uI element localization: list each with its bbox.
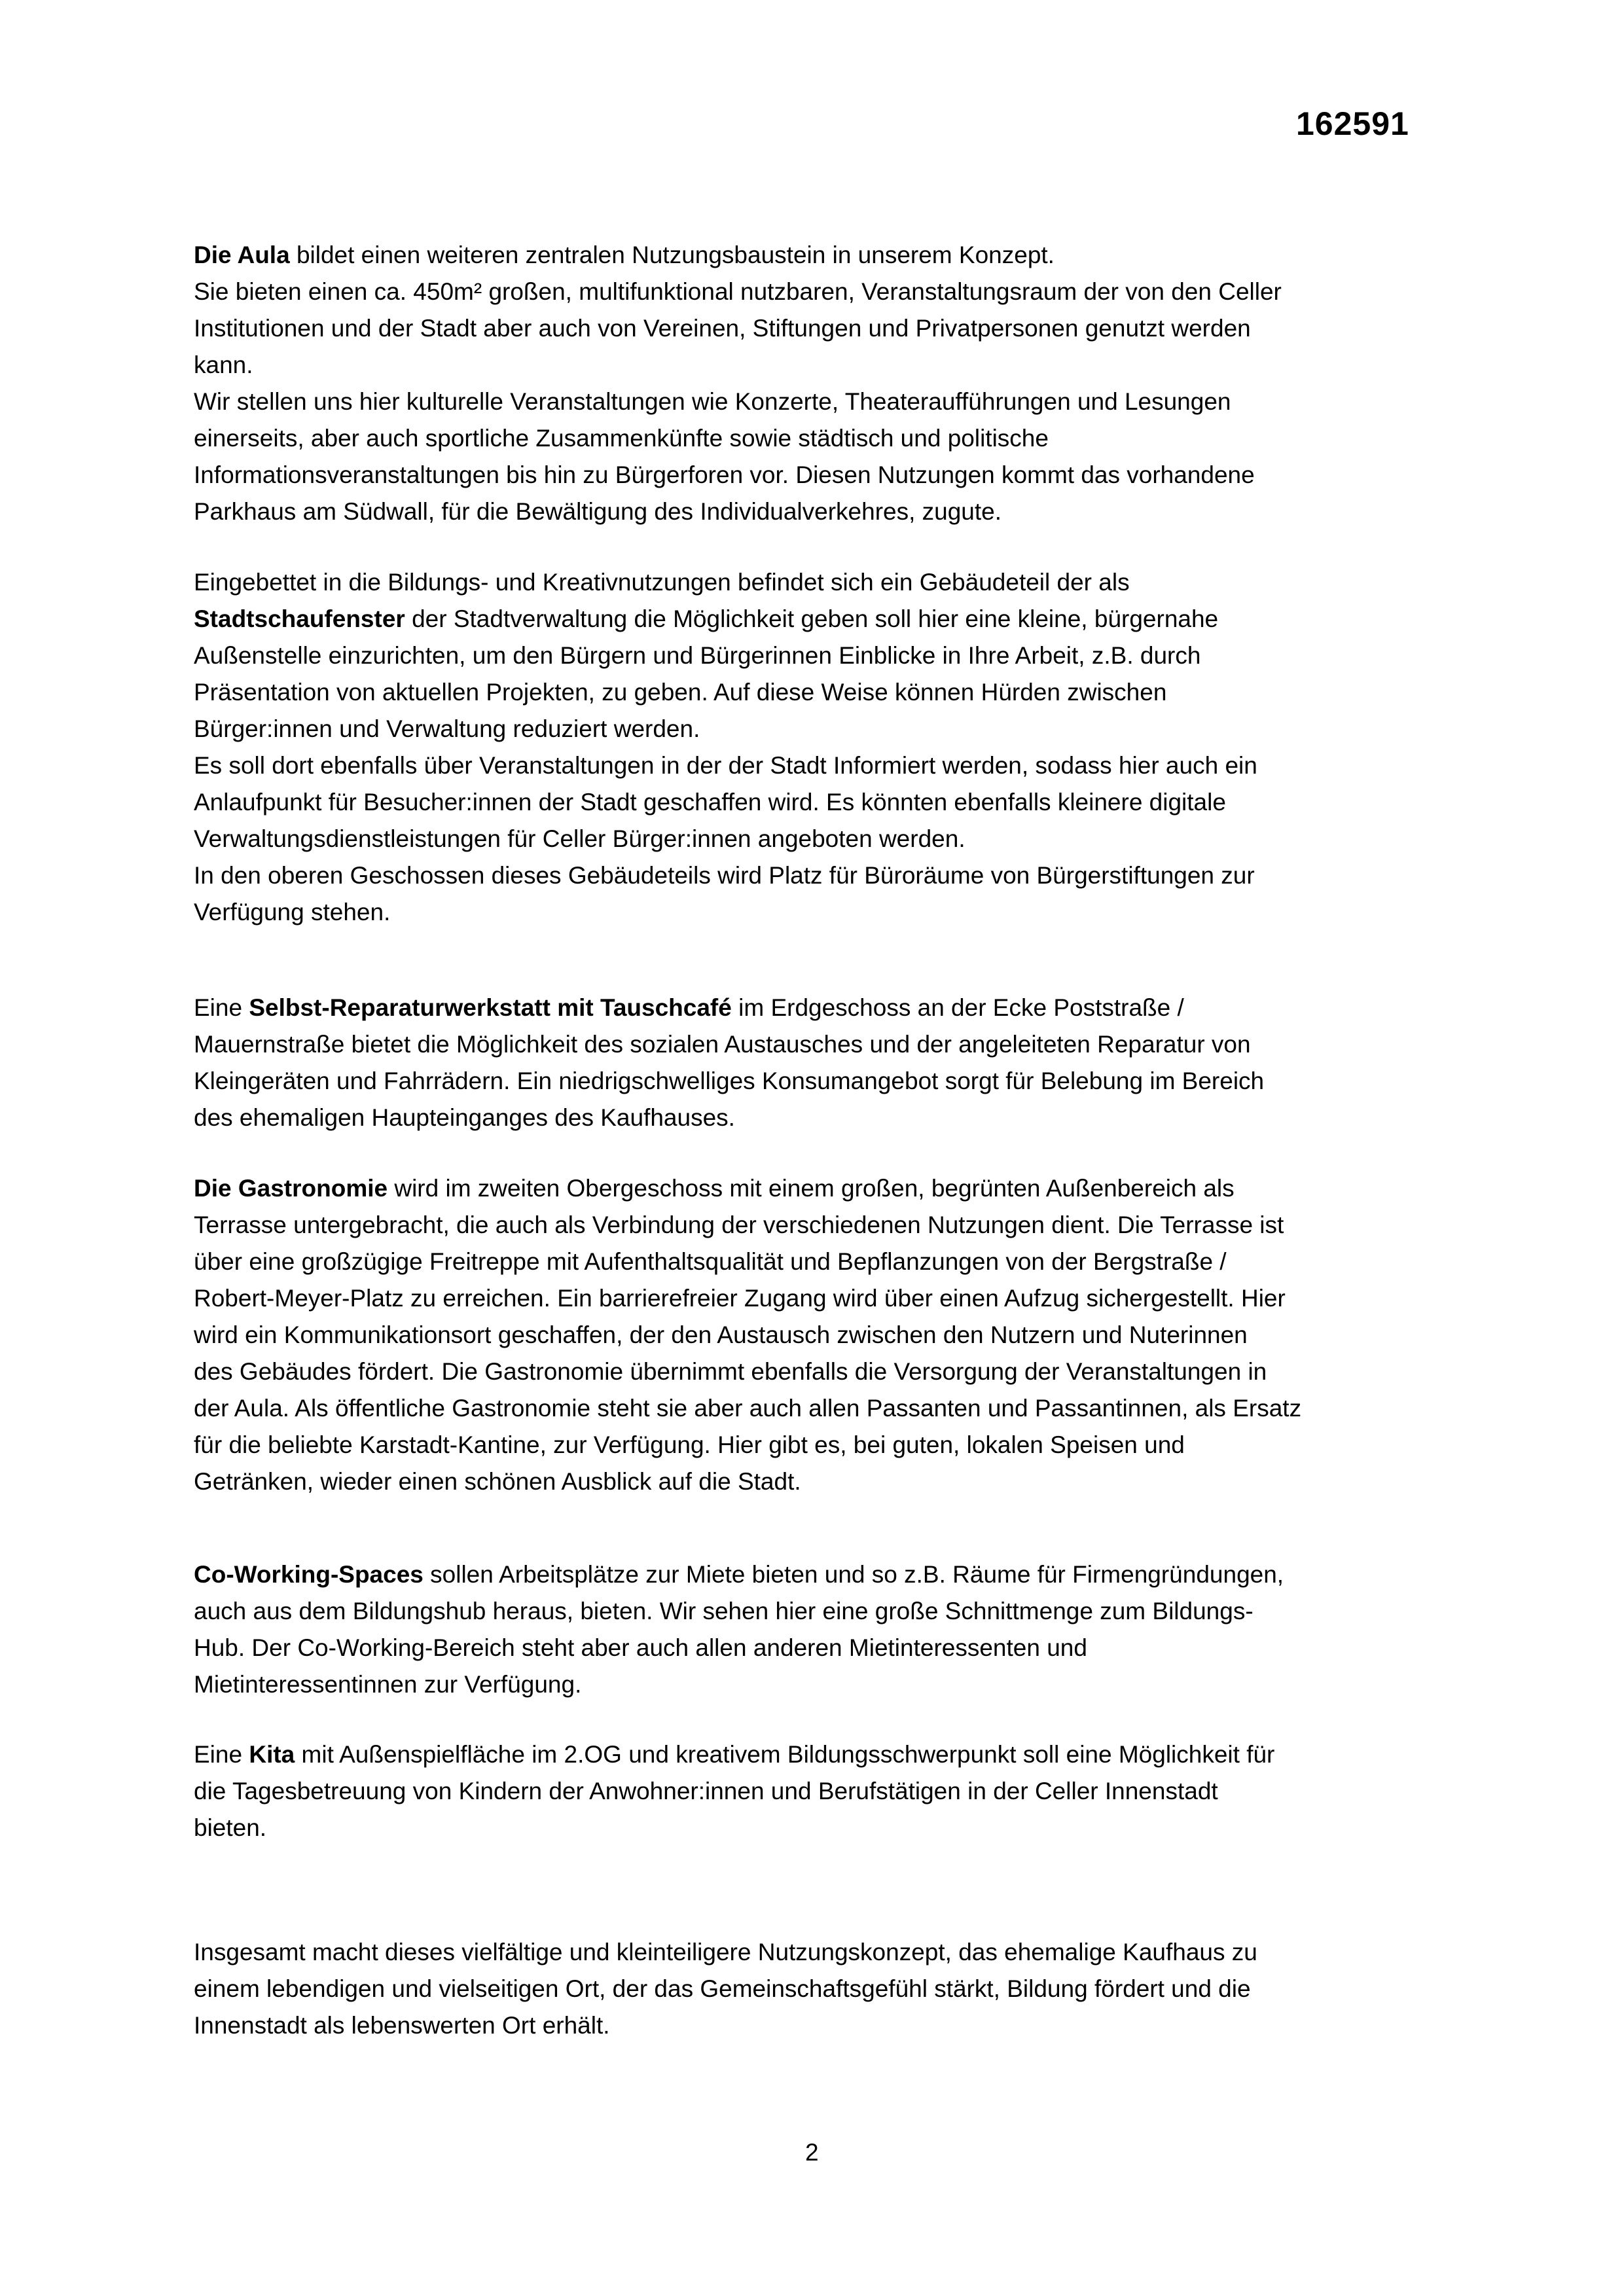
text-line: [194, 1666, 1457, 1703]
text-line: [194, 347, 1457, 384]
text-run: mit Außenspielfläche im 2.OG und kreativem Bildungsschwerpunkt soll eine Möglichkeit für: [295, 1741, 1275, 1768]
text-line: [194, 674, 1457, 711]
text-run: Präsentation von aktuellen Projekten, zu geben. Auf diese Weise können Hürden zwischen: [194, 679, 1167, 706]
text-run: Mauernstraße bietet die Möglichkeit des sozialen Austausches und der angeleiteten Reparatur von: [194, 1031, 1251, 1058]
text-run: Eine: [194, 1741, 249, 1768]
paragraph: [194, 1736, 1457, 1846]
text-line: [194, 1170, 1457, 1207]
text-line: [194, 1810, 1457, 1846]
text-line: [194, 1971, 1457, 2007]
bold-term: Die Gastronomie: [194, 1175, 388, 1202]
text-run: der Stadtverwaltung die Möglichkeit geben soll hier eine kleine, bürgernahe: [405, 605, 1219, 632]
bold-term: Stadtschaufenster: [194, 605, 405, 632]
text-run: wird im zweiten Obergeschoss mit einem großen, begrünten Außenbereich als: [388, 1175, 1235, 1202]
text-line: [194, 1244, 1457, 1280]
text-line: [194, 2007, 1457, 2044]
text-line: [194, 601, 1457, 637]
text-run: einem lebendigen und vielseitigen Ort, der das Gemeinschaftsgefühl stärkt, Bildung fördert und die: [194, 1975, 1251, 2002]
text-run: Außenstelle einzurichten, um den Bürgern und Bürgerinnen Einblicke in Ihre Arbeit, z.B. durch: [194, 642, 1201, 669]
paragraph: [194, 237, 1457, 530]
text-line: [194, 1593, 1457, 1630]
text-line: [194, 1063, 1457, 1100]
text-line: [194, 637, 1457, 674]
text-run: Mietinteressentinnen zur Verfügung.: [194, 1671, 582, 1698]
text-run: sollen Arbeitsplätze zur Miete bieten und so z.B. Räume für Firmengründungen,: [423, 1561, 1284, 1588]
bold-term: Die Aula: [194, 242, 290, 268]
text-run: In den oberen Geschossen dieses Gebäudeteils wird Platz für Büroräume von Bürgerstiftungen zur: [194, 862, 1255, 889]
text-line: [194, 1630, 1457, 1666]
text-line: [194, 384, 1457, 420]
paragraph: [194, 564, 1457, 931]
text-run: Parkhaus am Südwall, für die Bewältigung des Individualverkehres, zugute.: [194, 498, 1002, 525]
paragraph: [194, 1556, 1457, 1703]
text-line: [194, 310, 1457, 347]
text-run: des ehemaligen Haupteinganges des Kaufhauses.: [194, 1104, 735, 1131]
text-line: [194, 420, 1457, 457]
text-run: wird ein Kommunikationsort geschaffen, der den Austausch zwischen den Nutzern und Nuterinnen: [194, 1321, 1248, 1348]
bold-term: Kita: [249, 1741, 295, 1768]
text-line: [194, 821, 1457, 857]
text-line: [194, 493, 1457, 530]
text-run: Sie bieten einen ca. 450m² großen, multifunktional nutzbaren, Veranstaltungsraum der von den Celler: [194, 278, 1282, 305]
text-run: bildet einen weiteren zentralen Nutzungsbaustein in unserem Konzept.: [289, 242, 1055, 268]
text-line: [194, 711, 1457, 747]
bold-term: Co-Working-Spaces: [194, 1561, 424, 1588]
text-line: [194, 1773, 1457, 1810]
text-run: auch aus dem Bildungshub heraus, bieten. Wir sehen hier eine große Schnittmenge zum Bildungs-: [194, 1598, 1254, 1624]
text-run: Es soll dort ebenfalls über Veranstaltungen in der der Stadt Informiert werden, sodass hier auch ein: [194, 752, 1257, 779]
text-run: Eingebettet in die Bildungs- und Kreativnutzungen befindet sich ein Gebäudeteil der als: [194, 569, 1130, 596]
text-run: die Tagesbetreuung von Kindern der Anwohner:innen und Berufstätigen in der Celler Innenstadt: [194, 1778, 1218, 1804]
text-run: Bürger:innen und Verwaltung reduziert werden.: [194, 715, 700, 742]
text-line: [194, 1463, 1457, 1500]
text-line: [194, 990, 1457, 1026]
text-line: [194, 1207, 1457, 1244]
text-run: Wir stellen uns hier kulturelle Veranstaltungen wie Konzerte, Theateraufführungen und Lesungen: [194, 388, 1231, 415]
text-run: Terrasse untergebracht, die auch als Verbindung der verschiedenen Nutzungen dient. Die Terrasse ist: [194, 1211, 1284, 1238]
text-run: Anlaufpunkt für Besucher:innen der Stadt geschaffen wird. Es könnten ebenfalls kleinere digitale: [194, 789, 1226, 816]
text-line: [194, 1934, 1457, 1971]
paragraph: [194, 990, 1457, 1136]
text-run: Kleingeräten und Fahrrädern. Ein niedrigschwelliges Konsumangebot sorgt für Belebung im Bereich: [194, 1067, 1265, 1094]
text-run: Institutionen und der Stadt aber auch von Vereinen, Stiftungen und Privatpersonen genutzt werden: [194, 315, 1251, 342]
text-line: [194, 747, 1457, 784]
paragraph: [194, 1934, 1457, 2044]
text-run: Getränken, wieder einen schönen Ausblick auf die Stadt.: [194, 1468, 801, 1495]
bold-term: Selbst-Reparaturwerkstatt mit Tauschcafé: [249, 994, 732, 1021]
text-run: Verfügung stehen.: [194, 899, 391, 925]
text-line: [194, 784, 1457, 821]
paragraph: [194, 1170, 1457, 1500]
text-line: [194, 564, 1457, 601]
text-line: [194, 1280, 1457, 1317]
text-line: [194, 457, 1457, 493]
text-run: einerseits, aber auch sportliche Zusammenkünfte sowie städtisch und politische: [194, 425, 1049, 452]
text-run: Robert-Meyer-Platz zu erreichen. Ein barrierefreier Zugang wird über einen Aufzug sichergestellt. Hier: [194, 1285, 1286, 1312]
text-run: des Gebäudes fördert. Die Gastronomie übernimmt ebenfalls die Versorgung der Veranstaltungen in: [194, 1358, 1267, 1385]
text-run: Innenstadt als lebenswerten Ort erhält.: [194, 2012, 610, 2039]
text-run: im Erdgeschoss an der Ecke Poststraße /: [731, 994, 1184, 1021]
text-line: [194, 1390, 1457, 1427]
text-run: Informationsveranstaltungen bis hin zu Bürgerforen vor. Diesen Nutzungen kommt das vorhandene: [194, 461, 1255, 488]
text-line: [194, 274, 1457, 310]
text-run: über eine großzügige Freitreppe mit Aufenthaltsqualität und Bepflanzungen von der Bergstraße /: [194, 1248, 1227, 1275]
text-line: [194, 1354, 1457, 1390]
text-line: [194, 1556, 1457, 1593]
text-line: [194, 1317, 1457, 1354]
text-line: [194, 237, 1457, 274]
text-line: [194, 1427, 1457, 1463]
text-run: für die beliebte Karstadt-Kantine, zur Verfügung. Hier gibt es, bei guten, lokalen Speisen und: [194, 1431, 1185, 1458]
text-line: [194, 1026, 1457, 1063]
text-line: [194, 857, 1457, 894]
page-number: 2: [805, 2139, 819, 2166]
text-run: Eine: [194, 994, 249, 1021]
document-id: 162591: [1296, 105, 1409, 142]
text-line: [194, 894, 1457, 931]
text-run: der Aula. Als öffentliche Gastronomie steht sie aber auch allen Passanten und Passantinnen, als Ersatz: [194, 1395, 1302, 1422]
text-run: Verwaltungsdienstleistungen für Celler Bürger:innen angeboten werden.: [194, 825, 965, 852]
text-run: kann.: [194, 351, 253, 378]
text-run: Hub. Der Co-Working-Bereich steht aber auch allen anderen Mietinteressenten und: [194, 1634, 1087, 1661]
text-line: [194, 1100, 1457, 1136]
text-line: [194, 1736, 1457, 1773]
text-run: bieten.: [194, 1814, 267, 1841]
text-run: Insgesamt macht dieses vielfältige und kleinteiligere Nutzungskonzept, das ehemalige Kaufhaus zu: [194, 1939, 1257, 1965]
